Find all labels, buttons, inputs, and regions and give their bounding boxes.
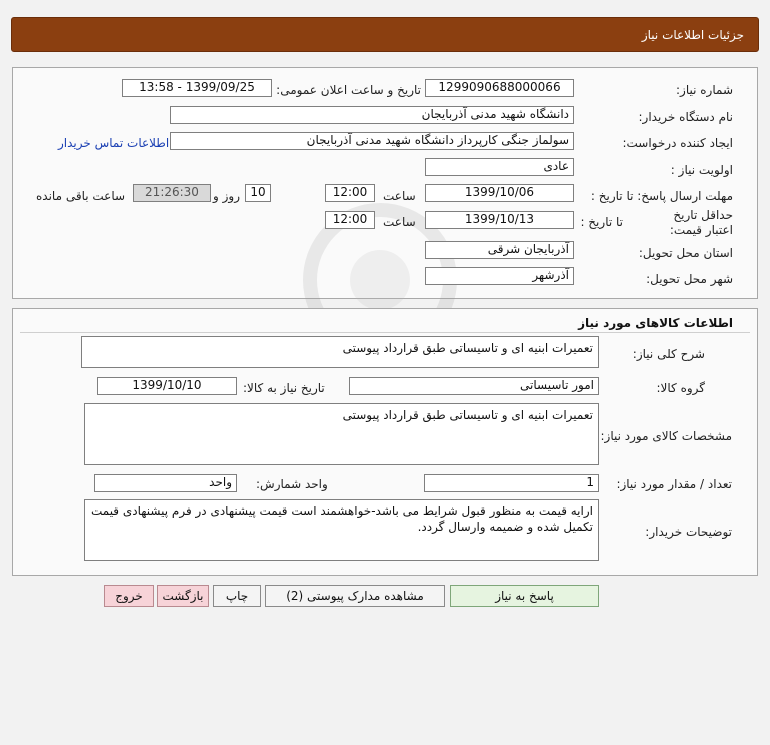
exit-button[interactable]: خروج [104, 585, 154, 607]
deadline-time-label: ساعت [383, 189, 416, 203]
province-label: استان محل تحویل: [638, 246, 733, 260]
buyer-org-label: نام دستگاه خریدار: [638, 110, 733, 124]
reply-button[interactable]: پاسخ به نیاز [450, 585, 599, 607]
remaining-label: ساعت باقی مانده [36, 189, 126, 203]
buyer-org-field: دانشگاه شهید مدنی آذربایجان [170, 106, 574, 124]
page-title: جزئیات اطلاعات نیاز [641, 28, 744, 42]
section-divider [20, 332, 750, 333]
notes-label: توضیحات خریدار: [645, 525, 732, 539]
province-field: آذربایجان شرقی [425, 241, 574, 259]
summary-label: شرح کلی نیاز: [632, 347, 705, 361]
qty-label: تعداد / مقدار مورد نیاز: [616, 477, 732, 491]
view-attachments-button[interactable]: مشاهده مدارک پیوستی (2) [265, 585, 445, 607]
unit-label: واحد شمارش: [256, 477, 328, 491]
creator-field: سولماز جنگی کارپرداز دانشگاه شهید مدنی آذربایجان [170, 132, 574, 150]
print-button[interactable]: چاپ [213, 585, 261, 607]
validity-label: حداقل تاریخ اعتبار قیمت: [669, 208, 733, 237]
days-remaining-field: 10 [245, 184, 271, 202]
deadline-time-field: 12:00 [325, 184, 375, 202]
back-button[interactable]: بازگشت [157, 585, 209, 607]
priority-label: اولویت نیاز : [670, 163, 733, 177]
announce-label: تاریخ و ساعت اعلان عمومی: [276, 83, 421, 97]
validity-time-label: ساعت [383, 215, 416, 229]
page-header [11, 17, 759, 52]
validity-date-field: 1399/10/13 [425, 211, 574, 229]
group-field: امور تاسیساتی [349, 377, 599, 395]
validity-date-label: تا تاریخ : [580, 215, 623, 229]
creator-label: ایجاد کننده درخواست: [622, 136, 733, 150]
specs-label: مشخصات کالای مورد نیاز: [600, 429, 732, 443]
validity-time-field: 12:00 [325, 211, 375, 229]
buyer-contact-link[interactable]: اطلاعات تماس خریدار [58, 136, 170, 150]
city-field: آذرشهر [425, 267, 574, 285]
city-label: شهر محل تحویل: [646, 272, 733, 286]
deadline-label: مهلت ارسال پاسخ: تا تاریخ : [590, 189, 733, 203]
goods-section-title: اطلاعات کالاهای مورد نیاز [578, 316, 733, 330]
announce-field: 1399/09/25 - 13:58 [122, 79, 272, 97]
need-date-label: تاریخ نیاز به کالا: [243, 381, 325, 395]
remaining-time-field: 21:26:30 [133, 184, 211, 202]
need-number-label: شماره نیاز: [676, 83, 733, 97]
notes-field: ارایه قیمت به منظور قبول شرایط می باشد-خواهشمند است قیمت پیشنهادی در فرم پیشنهادی قیمت تکمیل شده و ضمیمه وارسال گردد. [84, 499, 599, 561]
summary-field: تعمیرات ابنیه ای و تاسیساتی طبق قرارداد پیوستی [81, 336, 599, 368]
specs-field: تعمیرات ابنیه ای و تاسیساتی طبق قرارداد پیوستی [84, 403, 599, 465]
priority-field: عادی [425, 158, 574, 176]
unit-field: واحد [94, 474, 237, 492]
deadline-date-field: 1399/10/06 [425, 184, 574, 202]
need-number-field: 1299090688000066 [425, 79, 574, 97]
days-label: روز و [213, 189, 240, 203]
group-label: گروه کالا: [656, 381, 705, 395]
need-date-field: 1399/10/10 [97, 377, 237, 395]
need-info-panel [12, 67, 758, 299]
qty-field: 1 [424, 474, 599, 492]
